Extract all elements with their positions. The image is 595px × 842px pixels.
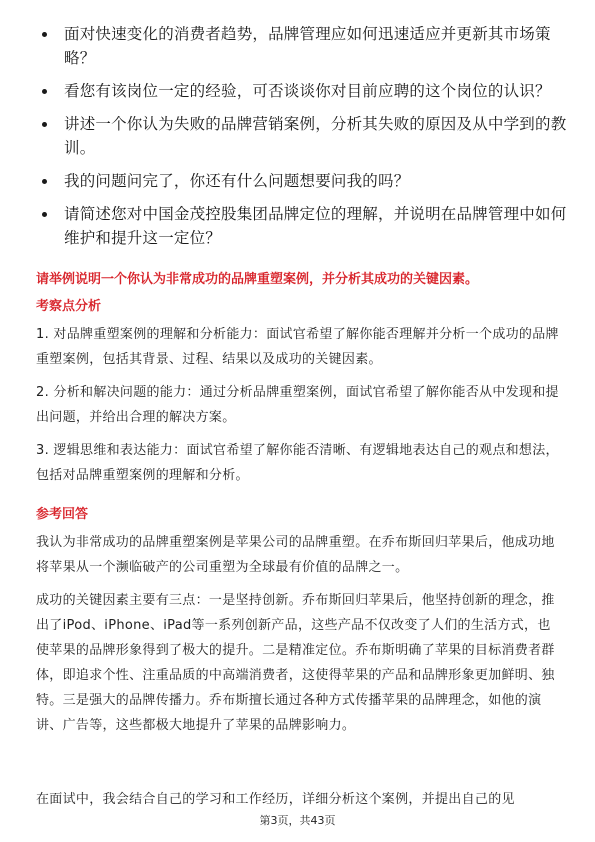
bullet-item — [38, 202, 568, 250]
bullet-text: 请简述您对中国金茂控股集团品牌定位的理解，并说明在品牌管理中如何维护和提升这一定位？ — [64, 205, 567, 247]
bullet-item — [38, 169, 568, 193]
bullet-dot-icon — [42, 89, 47, 94]
analysis-item: 1. 对品牌重塑案例的理解和分析能力：面试官希望了解你能否理解并分析一个成功的品牌重塑案例，包括其背景、过程、结果以及成功的关键因素。 — [36, 327, 559, 367]
answer-paragraph: 在面试中，我会结合自己的学习和工作经历，详细分析这个案例，并提出自己的见 — [36, 792, 515, 807]
page-number-footer: 第3页，共43页 — [259, 814, 336, 827]
bullet-text: 讲述一个你认为失败的品牌营销案例，分析其失败的原因及从中学到的教训。 — [64, 115, 567, 157]
bullet-dot-icon — [42, 212, 47, 217]
analysis-item: 2. 分析和解决问题的能力：通过分析品牌重塑案例，面试官希望了解你能否从中发现和提出问题，并给出合理的解决方案。 — [36, 385, 559, 425]
question-heading: 请举例说明一个你认为非常成功的品牌重塑案例，并分析其成功的关键因素。 — [36, 272, 479, 287]
bullet-text: 我的问题问完了，你还有什么问题想要问我的吗？ — [64, 172, 410, 190]
analysis-title: 考察点分析 — [36, 299, 102, 314]
bullet-item — [38, 79, 568, 103]
bullet-dot-icon — [42, 122, 47, 127]
answer-paragraph: 成功的关键因素主要有三点：一是坚持创新。乔布斯回归苹果后，他坚持创新的理念，推出了iPod、iPhone、iPad等一系列创新产品，这些产品不仅改变了人们的生活方式，也使苹果的品牌形象得到了极大的提升。二是精准定位。乔布斯明确了苹果的目标消费者群体，即追求个性、注重品质的中高端消费者，这使得苹果的产品和品牌形象更加鲜明、独特。三是强大的品牌传播力。乔布斯擅长通过各种方式传播苹果的品牌理念，如他的演讲、广告等，这些都极大地提升了苹果的品牌影响力。 — [36, 593, 555, 733]
bullet-text: 面对快速变化的消费者趋势，品牌管理应如何迅速适应并更新其市场策略？ — [64, 25, 551, 67]
bullet-dot-icon — [42, 32, 47, 37]
bullet-item — [38, 22, 568, 70]
bullet-text: 看您有该岗位一定的经验，可否谈谈你对目前应聘的这个岗位的认识？ — [64, 82, 551, 100]
bullet-dot-icon — [42, 179, 47, 184]
answer-title: 参考回答 — [36, 507, 89, 522]
question-bullet-list — [38, 22, 568, 259]
answer-paragraph: 我认为非常成功的品牌重塑案例是苹果公司的品牌重塑。在乔布斯回归苹果后，他成功地将苹果从一个濒临破产的公司重塑为全球最有价值的品牌之一。 — [36, 535, 555, 575]
analysis-item: 3. 逻辑思维和表达能力：面试官希望了解你能否清晰、有逻辑地表达自己的观点和想法，包括对品牌重塑案例的理解和分析。 — [36, 443, 559, 483]
bullet-item — [38, 112, 568, 160]
